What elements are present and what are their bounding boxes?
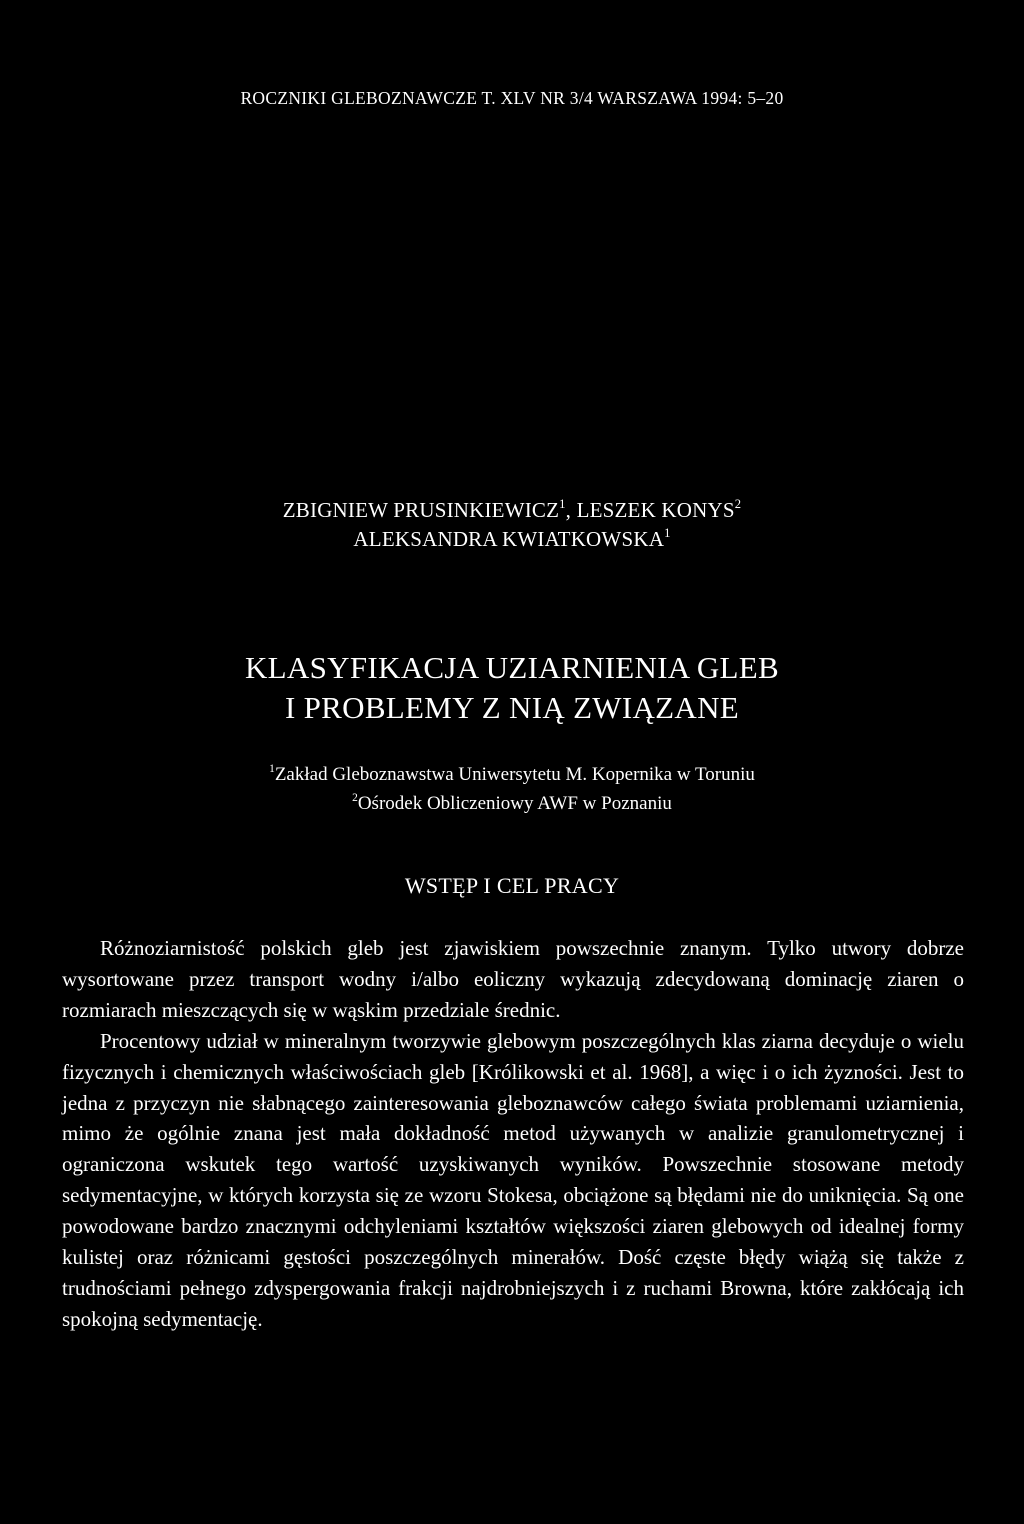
body-text	[62, 933, 964, 1335]
title-line-1: KLASYFIKACJA UZIARNIENIA GLEB	[245, 650, 779, 685]
affiliation-text: Zakład Gleboznawstwa Uniwersytetu M. Kopernika w Toruniu	[274, 764, 755, 785]
journal-header	[0, 88, 1024, 109]
affiliation-text: Ośrodek Obliczeniowy AWF w Poznaniu	[357, 793, 672, 814]
paragraph: Procentowy udział w mineralnym tworzywie glebowym poszczególnych klas ziarna decyduje o wielu fizycznych i chemicznych właściwościach gleb [Królikowski et al. 1968], a więc i o ich żyzności. Jest to jedna z przyczyn nie słabnącego zainteresowania gleboznawców całego świata problemami uziarnienia, mimo że ogólnie znana jest mała dokładność metod używanych w analizie granulometrycznej i ograniczona wskutek tego wartość uzyskiwanych wyników. Powszechnie stosowane metody sedymentacyjne, w których korzysta się ze wzoru Stokesa, obciążone są błędami nie do uniknięcia. Są one powodowane bardzo znacznymi odchyleniami kształtów większości ziaren glebowych od idealnej formy kulistej oraz różnicami gęstości poszczególnych minerałów. Dość częste błędy wiążą się także z trudnościami pełnego zdyspergowania frakcji najdrobniejszych i z ruchami Browna, które zakłócają ich spokojną sedymentację.	[62, 1028, 964, 1331]
author-list	[0, 496, 1024, 554]
affiliation-marker: 1	[269, 762, 275, 775]
author-line-2	[0, 525, 1024, 554]
title-line-2: I PROBLEMY Z NIĄ ZWIĄZANE	[284, 690, 740, 725]
author-affiliation-marker: 1	[559, 496, 566, 511]
affiliation-1	[0, 760, 1024, 789]
section-heading: WSTĘP I CEL PRACY	[404, 873, 620, 898]
author-separator: ,	[565, 498, 577, 522]
affiliation-2	[0, 789, 1024, 818]
author-name: ZBIGNIEW PRUSINKIEWICZ	[282, 498, 560, 522]
author-line-1	[0, 496, 1024, 525]
author-affiliation-marker: 2	[734, 496, 742, 511]
paragraph: Różnoziarnistość polskich gleb jest zjawiskiem powszechnie znanym. Tylko utwory dobrze wysortowane przez transport wodny i/albo eoliczny wykazują zdecydowaną dominację ziaren o rozmiarach mieszczących się w wąskim przedziale średnic.	[62, 936, 964, 1022]
author-name: LESZEK KONYS	[576, 498, 735, 522]
author-name: ALEKSANDRA KWIATKOWSKA	[353, 527, 665, 551]
affiliations	[0, 760, 1024, 818]
author-affiliation-marker: 1	[664, 525, 671, 540]
paper-title	[0, 648, 1024, 728]
affiliation-marker: 2	[352, 791, 358, 804]
journal-line: ROCZNIKI GLEBOZNAWCZE T. XLV NR 3/4 WARSZAWA 1994: 5–20	[240, 88, 784, 108]
